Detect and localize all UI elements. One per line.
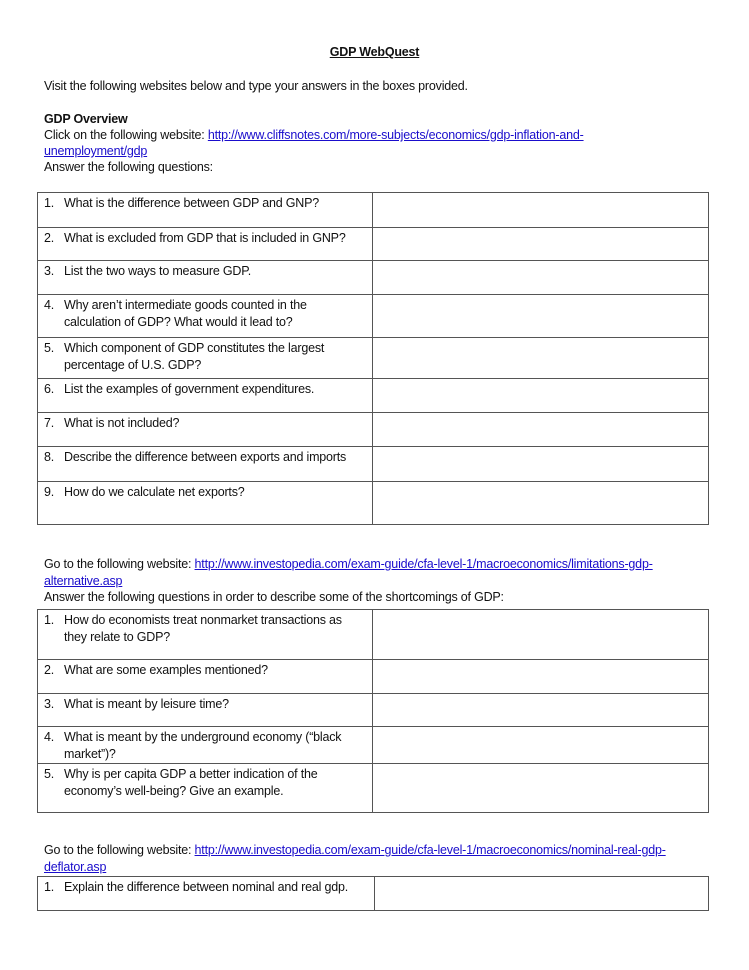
question-number: 7.: [44, 416, 55, 430]
question-row: [38, 338, 709, 379]
question-number: 3.: [44, 264, 55, 278]
question-row: [38, 764, 709, 813]
question-number: 1.: [44, 880, 55, 894]
section2-link-line: [44, 557, 653, 571]
answer-box[interactable]: [373, 228, 709, 261]
question-text: Which component of GDP constitutes the largest percentage of U.S. GDP?: [64, 341, 325, 372]
question-text: How do we calculate net exports?: [64, 485, 245, 499]
question-text: What are some examples mentioned?: [64, 663, 268, 677]
question-cell: [38, 228, 373, 261]
question-cell: [38, 660, 373, 694]
question-text: List the examples of government expenditures.: [64, 382, 315, 396]
question-text: What is meant by leisure time?: [64, 697, 229, 711]
question-cell: [38, 610, 373, 660]
question-cell: [38, 877, 375, 911]
question-row: [38, 413, 709, 447]
question-row: [38, 482, 709, 525]
section3-lead: Go to the following website:: [44, 843, 195, 857]
question-number: 2.: [44, 663, 55, 677]
question-cell: [38, 193, 373, 228]
question-row: [38, 660, 709, 694]
question-text: Why aren’t intermediate goods counted in the calculation of GDP? What would it lead to?: [64, 298, 307, 329]
section1-link-cont[interactable]: unemployment/gdp: [44, 144, 148, 158]
question-number: 8.: [44, 450, 55, 464]
section2-link-cont[interactable]: alternative.asp: [44, 574, 123, 588]
question-cell: [38, 727, 373, 764]
question-row: [38, 727, 709, 764]
question-text: What is the difference between GDP and GNP?: [64, 196, 319, 210]
answer-box[interactable]: [373, 447, 709, 482]
section1-table: [37, 192, 709, 525]
question-text: Describe the difference between exports and imports: [64, 450, 347, 464]
question-cell: [38, 764, 373, 813]
section3-link-line: [44, 843, 666, 857]
answer-box[interactable]: [375, 877, 709, 911]
answer-box[interactable]: [373, 694, 709, 727]
page-title: GDP WebQuest: [329, 45, 420, 59]
question-text: How do economists treat nonmarket transactions as they relate to GDP?: [64, 613, 342, 644]
section2-table: [37, 609, 709, 813]
question-number: 9.: [44, 485, 55, 499]
question-number: 2.: [44, 231, 55, 245]
question-cell: [38, 338, 373, 379]
question-text: What is not included?: [64, 416, 180, 430]
answer-box[interactable]: [373, 610, 709, 660]
answer-box[interactable]: [373, 764, 709, 813]
question-row: [38, 193, 709, 228]
section3-link[interactable]: http://www.investopedia.com/exam-guide/cfa-level-1/macroeconomics/nominal-real-gdp-: [194, 843, 666, 857]
section2-lead: Go to the following website:: [44, 557, 195, 571]
section1-instruction: Answer the following questions:: [44, 160, 213, 174]
answer-box[interactable]: [373, 338, 709, 379]
question-text: List the two ways to measure GDP.: [64, 264, 252, 278]
section3-link-cont[interactable]: deflator.asp: [44, 860, 107, 874]
question-text: Explain the difference between nominal and real gdp.: [64, 880, 349, 894]
question-number: 4.: [44, 730, 55, 744]
question-row: [38, 261, 709, 295]
question-row: [38, 228, 709, 261]
question-cell: [38, 413, 373, 447]
question-number: 3.: [44, 697, 55, 711]
question-text: What is excluded from GDP that is included in GNP?: [64, 231, 346, 245]
section1-link[interactable]: http://www.cliffsnotes.com/more-subjects/economics/gdp-inflation-and-: [207, 128, 584, 142]
answer-box[interactable]: [373, 482, 709, 525]
question-row: [38, 877, 709, 911]
question-cell: [38, 295, 373, 338]
question-row: [38, 379, 709, 413]
question-cell: [38, 694, 373, 727]
section1-heading: GDP Overview: [44, 112, 128, 126]
answer-box[interactable]: [373, 261, 709, 295]
question-row: [38, 295, 709, 338]
question-number: 1.: [44, 613, 55, 627]
section1-lead: Click on the following website:: [44, 128, 208, 142]
question-text: What is meant by the underground economy (“black market”)?: [64, 730, 342, 761]
question-cell: [38, 447, 373, 482]
question-row: [38, 610, 709, 660]
answer-box[interactable]: [373, 660, 709, 694]
section2-instruction: Answer the following questions in order to describe some of the shortcomings of GDP:: [44, 590, 504, 604]
question-text: Why is per capita GDP a better indication of the economy’s well-being? Give an example.: [64, 767, 318, 798]
question-cell: [38, 261, 373, 295]
question-row: [38, 694, 709, 727]
answer-box[interactable]: [373, 295, 709, 338]
answer-box[interactable]: [373, 193, 709, 228]
question-row: [38, 447, 709, 482]
answer-box[interactable]: [373, 379, 709, 413]
section3-table: [37, 876, 709, 911]
answer-box[interactable]: [373, 413, 709, 447]
question-number: 4.: [44, 298, 55, 312]
question-number: 5.: [44, 767, 55, 781]
question-cell: [38, 482, 373, 525]
question-cell: [38, 379, 373, 413]
section2-link[interactable]: http://www.investopedia.com/exam-guide/cfa-level-1/macroeconomics/limitations-gdp-: [194, 557, 653, 571]
section1-link-line: [44, 128, 584, 142]
intro-text: Visit the following websites below and type your answers in the boxes provided.: [44, 79, 468, 93]
answer-box[interactable]: [373, 727, 709, 764]
question-number: 6.: [44, 382, 55, 396]
question-number: 5.: [44, 341, 55, 355]
question-number: 1.: [44, 196, 55, 210]
